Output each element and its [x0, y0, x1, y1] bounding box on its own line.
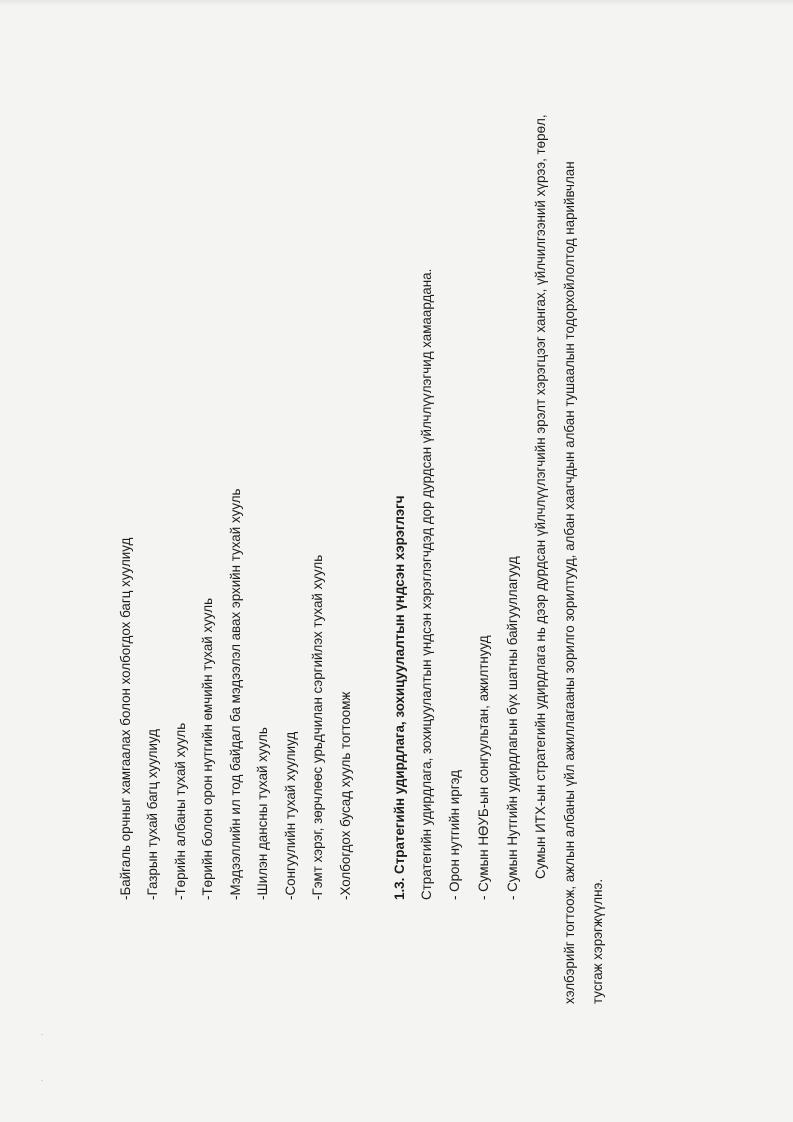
section-heading: 1.3. Стратегийн удирдлага, зохицуулалтын үндсэн хэрэглэгч — [392, 495, 407, 900]
law-item: -Байгаль орчныг хамгаалах болон холбогдох багц хуулиуд — [118, 537, 133, 900]
law-item: -Төрийн албаны тухай хууль — [173, 722, 188, 900]
list-item: - Сумын Нутгийн удирдлагын бүх шатны байгууллагууд — [505, 556, 520, 900]
list-item: - Сумын НӨУБ-ын сонгуультан, ажилтнууд — [476, 635, 491, 900]
paragraph-line: тусгаж хэрэгжүүлнэ. — [590, 878, 605, 1004]
law-item: -Сонгуулийн тухай хуулиуд — [283, 731, 298, 900]
section-intro: Стратегийн удирдлага, зохицуулалтын үндсэн хэрэглэгчдэд дор дурдсан үйлчлүүлэгчид хамаардана. — [419, 268, 434, 900]
law-item: -Төрийн болон орон нутгийн өмчийн тухай хууль — [200, 597, 215, 900]
list-item: - Орон нутгийн иргэд — [447, 770, 462, 900]
paragraph-line: Сумын ИТХ-ын стратегийн удирдлага нь дээр дурдсан үйлчлүүлэгчийн эрэлт хэрэгцээг хангах, үйлчилгээний хүрээ, төрөл, — [533, 114, 548, 879]
law-item: -Мэдээллийн ил тод байдал ба мэдээлэл авах эрхийн тухай хууль — [228, 488, 243, 900]
law-item: -Шилэн дансны тухай хууль — [255, 727, 270, 900]
law-item: -Гэмт хэрэг, зөрчлөөс урьдчилан сэргийлэх тухай хууль — [310, 554, 325, 900]
paragraph-line: хэлбэрийг тогтоож, ажлын албаны үйл ажиллагааны зорилго зорилтууд, албан хаагчдын албан тушаалын тодорхойлолтод нарийвчлан — [562, 161, 577, 1004]
scan-speck: · — [38, 1079, 48, 1082]
law-item: -Газрын тухай багц хуулиуд — [145, 729, 160, 900]
law-item: -Холбогдох бусад хууль тогтоомж — [338, 691, 353, 900]
scan-speck: · — [38, 1033, 48, 1036]
